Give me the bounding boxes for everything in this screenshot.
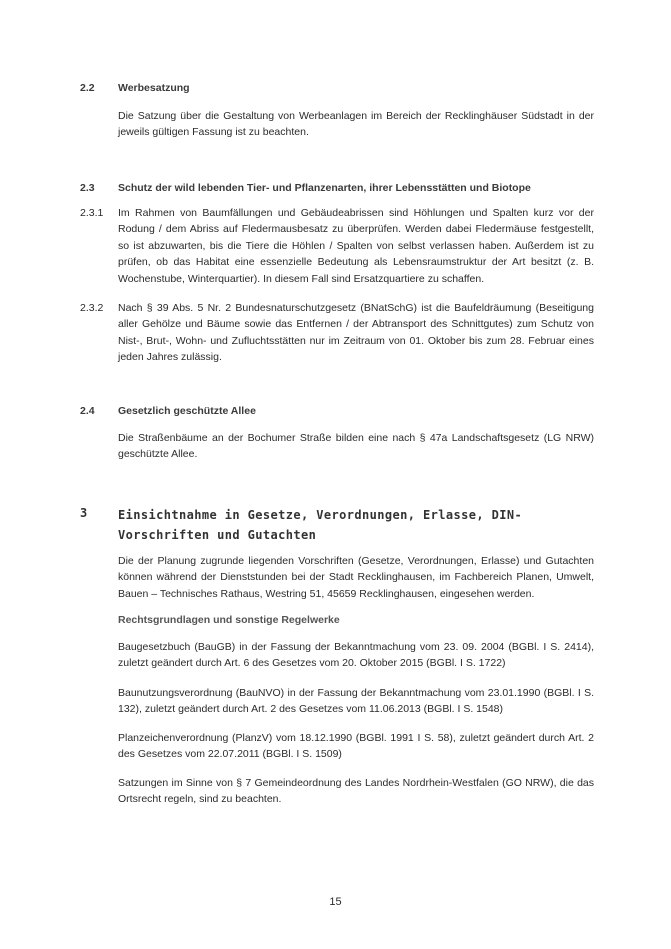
- list-item: Baugesetzbuch (BauGB) in der Fassung der Bekanntmachung vom 23. 09. 2004 (BGBl. I S. 2414), zuletzt geändert durch Art. 6 des Gesetzes vom 20. Oktober 2015 (BGBl. I S. 1722): [118, 641, 594, 670]
- section-title: Gesetzlich geschützte Allee: [118, 405, 256, 417]
- paragraph: Nach § 39 Abs. 5 Nr. 2 Bundesnaturschutzgesetz (BNatSchG) ist die Baufeldräumung (Beseitigung aller Gehölze und Bäume sowie das Entfernen / der Abtransport des Schnittgutes) zum Schutz von Nist-, Brut-, Wohn- und Zufluchtsstätten nur im Zeitraum von 01. Oktober bis zum 28. Februar eines jeden Jahres zulässig.: [118, 302, 594, 364]
- chapter-title: Einsichtnahme in Gesetze, Verordnungen, Erlasse, DIN-Vorschriften und Gutachten: [118, 508, 523, 542]
- section-number: 2.3: [80, 182, 95, 194]
- subsection-number: 2.3.1: [80, 207, 104, 219]
- paragraph: Die der Planung zugrunde liegenden Vorschriften (Gesetze, Verordnungen, Erlasse) und Gutachten können während der Dienststunden bei der Stadt Recklinghausen, im Fachbereich Planen, Umwelt, Bauen – Technisches Rathaus, Westring 51, 45659 Recklinghausen, eingesehen werden.: [118, 555, 594, 600]
- list-item: Satzungen im Sinne von § 7 Gemeindeordnung des Landes Nordrhein-Westfalen (GO NRW), die das Ortsrecht regeln, sind zu beachten.: [118, 777, 594, 806]
- paragraph: Die Satzung über die Gestaltung von Werbeanlagen im Bereich der Recklinghäuser Südstadt in der jeweils gültigen Fassung ist zu beachten.: [118, 110, 594, 139]
- section-number: 2.4: [80, 405, 95, 417]
- subsection-number: 2.3.2: [80, 302, 104, 314]
- paragraph: Die Straßenbäume an der Bochumer Straße bilden eine nach § 47a Landschaftsgesetz (LG NRW) geschützte Allee.: [118, 432, 594, 461]
- subheading: Rechtsgrundlagen und sonstige Regelwerke: [118, 614, 340, 626]
- list-item: Baunutzungsverordnung (BauNVO) in der Fassung der Bekanntmachung vom 23.01.1990 (BGBl. I S. 132), zuletzt geändert durch Art. 2 des Gesetzes vom 11.06.2013 (BGBl. I S. 1548): [118, 687, 594, 716]
- section-number: 2.2: [80, 82, 95, 94]
- section-title: Schutz der wild lebenden Tier- und Pflanzenarten, ihrer Lebensstätten und Biotope: [118, 182, 531, 194]
- page-number: 15: [329, 896, 342, 908]
- chapter-number: 3: [80, 506, 88, 520]
- list-item: Planzeichenverordnung (PlanzV) vom 18.12.1990 (BGBl. 1991 I S. 58), zuletzt geändert durch Art. 2 des Gesetzes vom 22.07.2011 (BGBl. I S. 1509): [118, 732, 594, 761]
- section-title: Werbesatzung: [118, 82, 190, 94]
- paragraph: Im Rahmen von Baumfällungen und Gebäudeabrissen sind Höhlungen und Spalten kurz vor der Rodung / dem Abriss auf Fledermausbesatz zu überprüfen. Werden dabei Fledermäuse festgestellt, so ist abzuwarten, bis die Tiere die Höhlen / Spalten von selbst verlassen haben. Außerdem ist zu prüfen, ob das Habitat eine essenzielle Bedeutung als Lebensraumstruktur der Art besitzt (z. B. Wochenstube, Winterquartier). In diesem Fall sind Ersatzquartiere zu schaffen.: [118, 207, 594, 285]
